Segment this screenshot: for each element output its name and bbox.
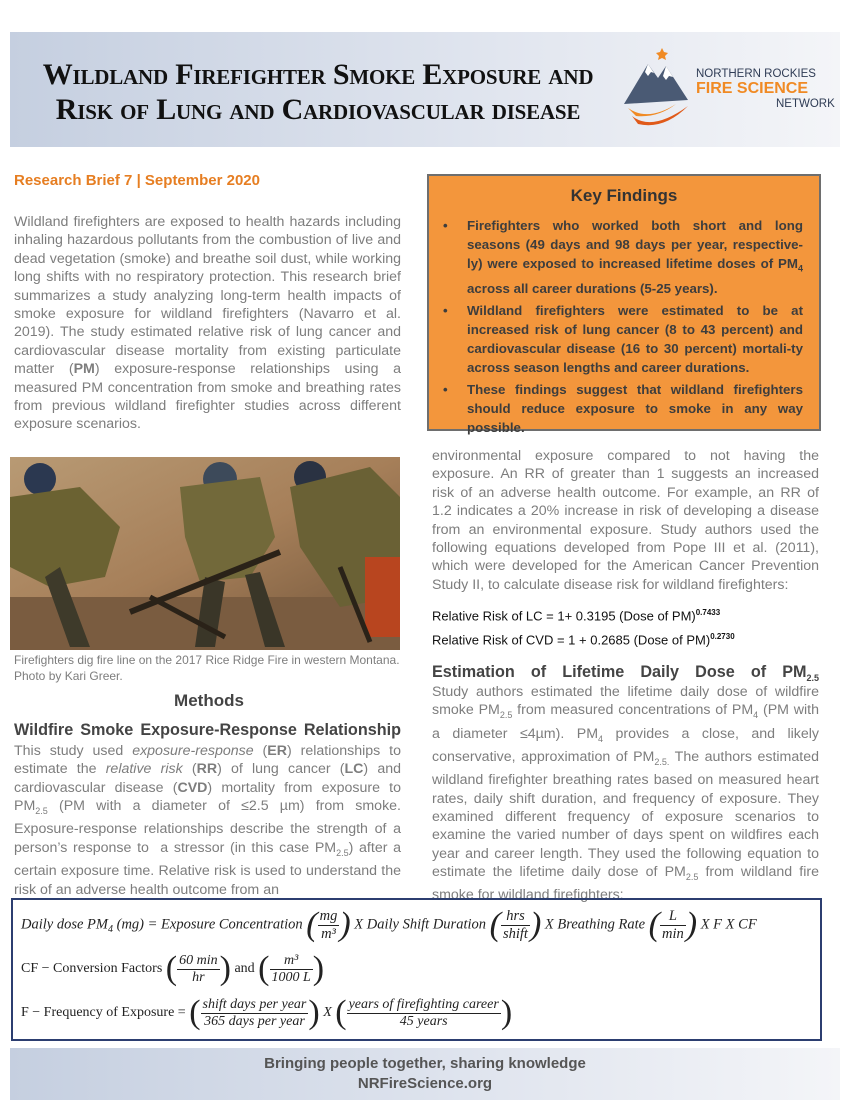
- er-paragraph: This study used exposure-response (ER) relationships to estimate the relative risk (RR) of lung cancer (LC) and cardiovascular disease (CVD) mortality from exposure to $PM_{2.5}$ (PM with a diameter of ≤2.5 µm) from smoke. Exposure-response relationships describe the strength of a person’s response to a stressor (in this case $PM_{2.5}$) after a certain exposure time. Relative risk is used to understand the risk of an adverse health outcome from an: [14, 743, 402, 898]
- mountain-flame-icon: [618, 42, 708, 134]
- frequency-equation: F − Frequency of Exposure = ( $\frac{\text{shift days per year}}{\text{365 days per year}}$ ) X ( $\frac{\text{years of firefighting career}}{\text{45 years}}$ ): [21, 994, 513, 1031]
- dose-equation-box: [11, 898, 822, 1041]
- research-brief-label: Research Brief 7 | September 2020: [14, 172, 260, 189]
- key-findings-list: [443, 216, 803, 440]
- photo-caption: Firefighters dig fire line on the 2017 Rice Ridge Fire in western Montana. Photo by Kari Greer.: [14, 653, 400, 683]
- key-finding-item: • Wildland firefighters were estimated to be at increased risk of lung cancer (8 to 43 percent) and cardiovascular disease (16 to 30 percent) mortali-ty across season lengths and career durations.: [443, 302, 803, 375]
- conversion-factor-equation: CF − Conversion Factors ( $\frac{60 \min}{hr}$ ) and ( $\frac{\text{m³}}{1000 L}$ ): [21, 950, 325, 987]
- key-findings-title: Key Findings: [570, 186, 678, 205]
- key-findings-box: [427, 174, 821, 435]
- footer-tagline: Bringing people together, sharing knowledge: [264, 1055, 586, 1072]
- title-line-2: Risk of Lung and Cardiovascular disease: [55, 93, 581, 126]
- lc-risk-equation: Relative Risk of LC = 1+ 0.3195 (Dose of PM)$^{0.7433}$: [432, 608, 721, 624]
- relative-risk-paragraph: environmental exposure compared to not having the exposure. An RR of greater than 1 suggests an increased risk of an adverse health outcome. For example, an RR of 1.2 indicates a 20% increase in risk of developing a disease from an environmental exposure. Study authors used the following equations developed from Pope III et al. (2011), which were developed for the American Cancer Prevention Study II, to calculate disease risk for wildland firefighters:: [432, 448, 819, 593]
- key-finding-item: • These findings suggest that wildland firefighters should reduce exposure to smoke in any way possible.: [443, 381, 803, 435]
- methods-heading: Methods: [174, 691, 244, 710]
- er-subheading: Wildfire Smoke Exposure-Response Relationship: [14, 721, 401, 739]
- logo-line-3: NETWORK: [776, 98, 835, 110]
- logo-line-2: FIRE SCIENCE: [696, 80, 809, 97]
- bullet-icon: •: [443, 302, 448, 318]
- firefighters-photo: [10, 457, 400, 650]
- bullet-icon: •: [443, 381, 448, 397]
- dose-estimation-paragraph: Study authors estimated the lifetime daily dose of wildfire smoke $PM_{2.5}$ from measured concentrations of $PM_4$ (PM with a diameter ≤4µm). $PM_4$ provides a close, and likely conservative, approximation of $PM_{2.5.}$ The authors estimated wildland firefighter breathing rates based on measured heart rates, daily shift duration, and frequency of exposure. They examined different frequency of exposure scenarios to examine the varied number of days spent on wildfires each year and career length. They used the following equation to estimate the lifetime daily dose of $PM_{2.5}$ from wildland fire smoke for wildland firefighters:: [432, 684, 819, 904]
- cvd-risk-equation: Relative Risk of CVD = 1 + 0.2685 (Dose of PM)$^{0.2730}$: [432, 632, 735, 648]
- daily-dose-equation: Daily dose $PM_4$ (mg) = Exposure Concentration ( $\frac{mg}{\text{m³}}$ ) X Daily Shift Duration ( $\frac{\text{hrs}}{\text{shift}}$ ) X Breathing Rate ( $\frac{L}{\min}$ ) X F X CF: [21, 906, 757, 943]
- footer-website-link[interactable]: NRFireScience.org: [357, 1075, 493, 1092]
- title-line-1: Wildland Firefighter Smoke Exposure and: [42, 58, 594, 91]
- nrfsn-logo: [618, 42, 838, 134]
- logo-line-1: NORTHERN ROCKIES: [696, 68, 816, 80]
- intro-paragraph: Wildland firefighters are exposed to health hazards including inhaling hazardous pollutants from the combustion of live and dead vegetation (smoke) and breathe soil dust, while working long shifts with no respiratory protection. This research brief summarizes a study analyzing long-term health impacts of smoke exposure for wildland firefighters (Navarro et al. 2019). The study estimated relative risk of lung cancer and cardiovascular disease mortality from existing particulate matter (PM) exposure-response relationships using a measured PM concentration from smoke and breathing rates from previous wildland firefighter studies across different exposure scenarios.: [14, 214, 401, 433]
- footer-banner: [10, 1048, 840, 1100]
- dose-estimation-heading: Estimation of Lifetime Daily Dose of $PM_{2.5}$: [432, 663, 819, 684]
- key-finding-item: • Firefighters who worked both short and long seasons (49 days and 98 days per year, respective-ly) were exposed to increased lifetime doses of $PM_4$ across all career durations (5-25 years).: [443, 218, 803, 296]
- bullet-icon: •: [443, 218, 448, 233]
